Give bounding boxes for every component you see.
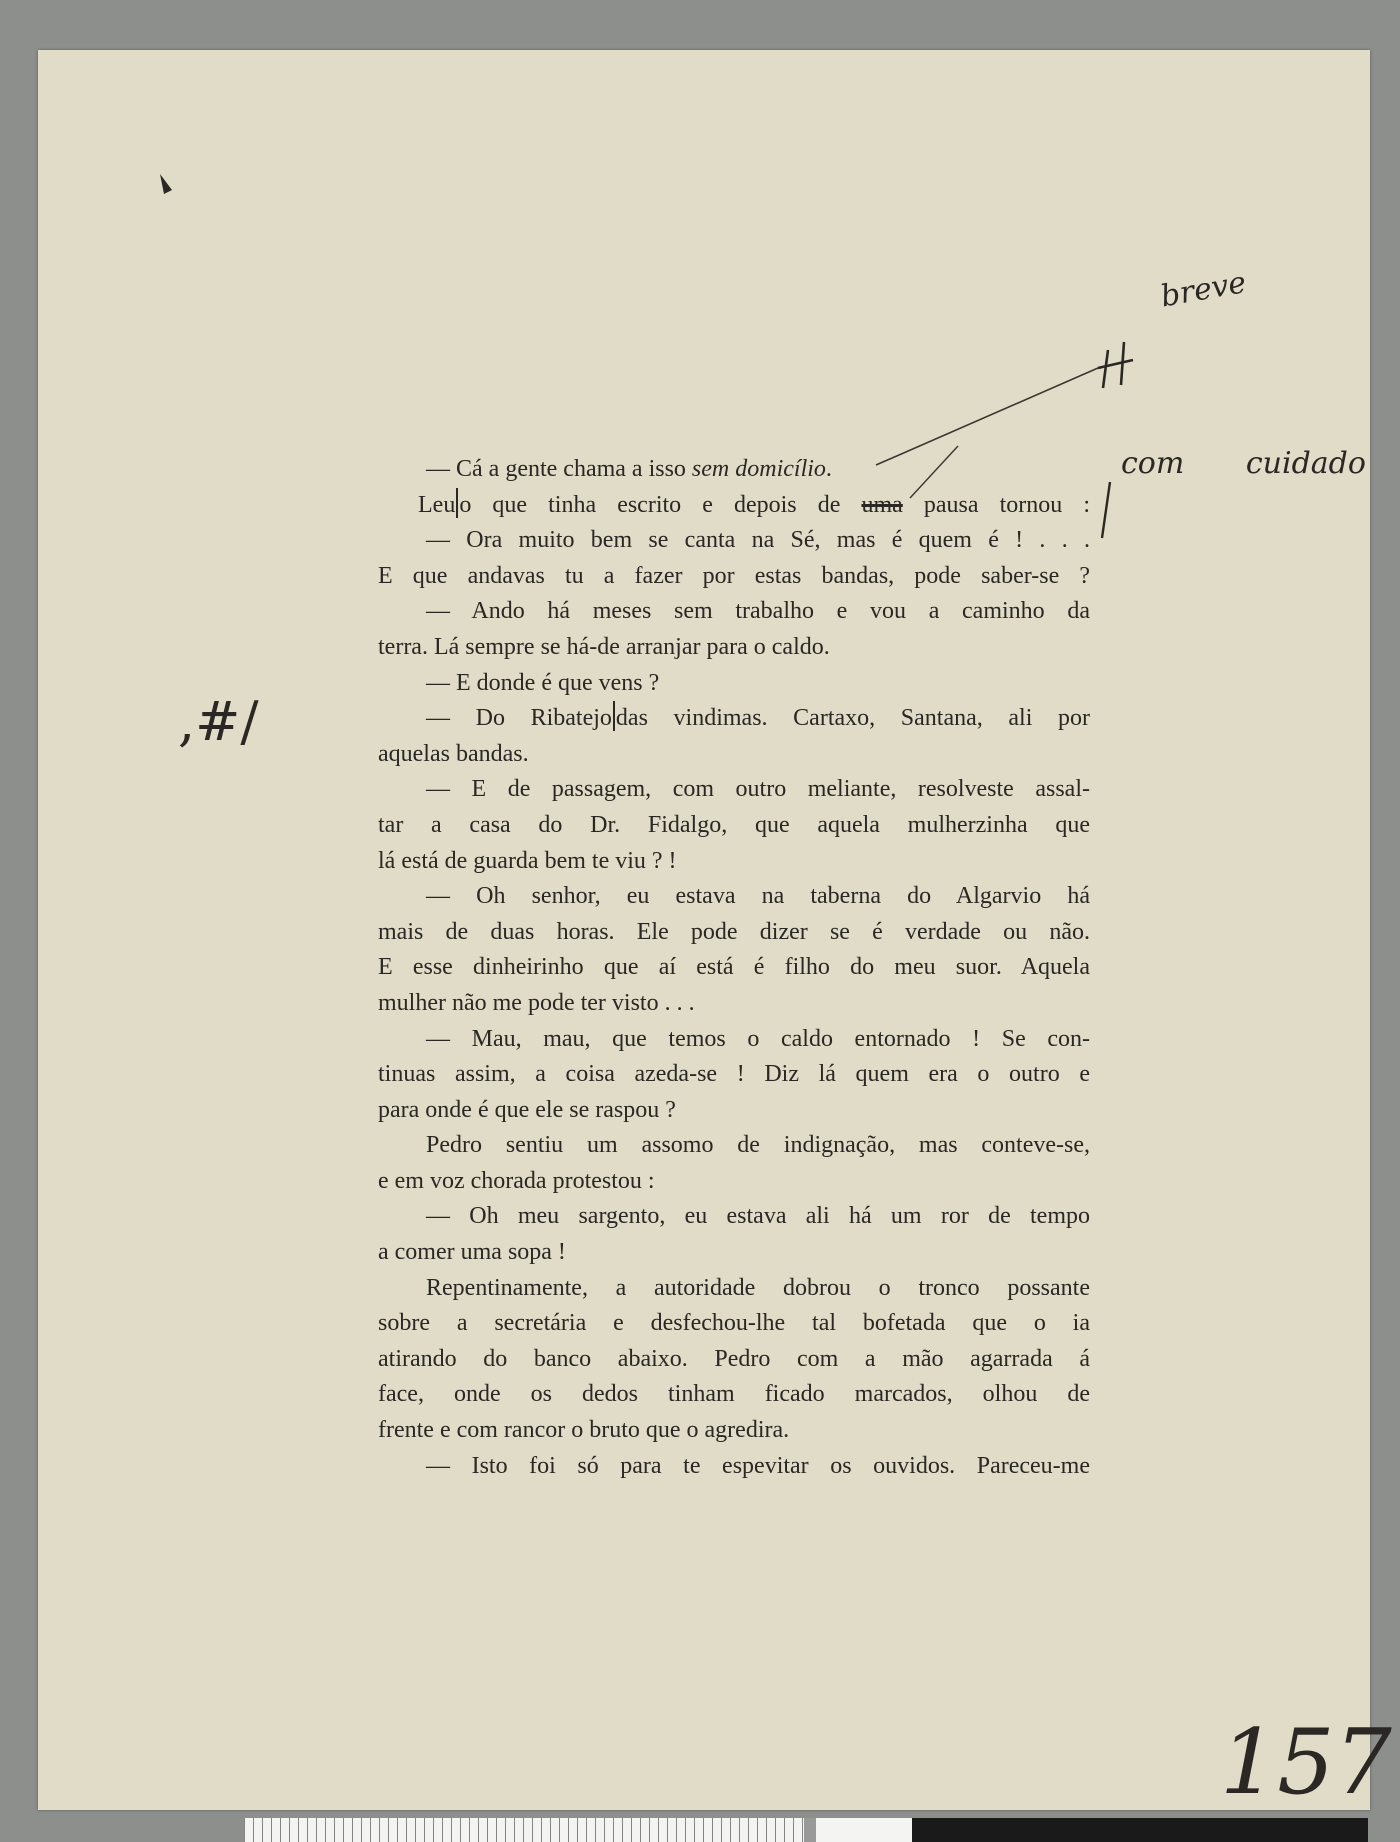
text-line-25: sobre a secretária e desfechou-lhe tal bofetada que o ia [378, 1310, 1090, 1337]
ruler-ticks [244, 1818, 804, 1842]
text-line-5: — Ando há meses sem trabalho e vou a caminho da [426, 598, 1090, 625]
text-line-23: a comer uma sopa ! [378, 1239, 566, 1266]
text-line-9: aquelas bandas. [378, 740, 529, 767]
annotation-breve: breve [1158, 265, 1249, 315]
ruler-black-patch [912, 1818, 1368, 1842]
struck-word: uma [861, 491, 903, 518]
annotation-margin-mark: ,#/ [178, 690, 259, 753]
text-line-4: E que andavas tu a fazer por estas bandas, pode saber-se ? [378, 562, 1090, 589]
color-calibration-ruler [244, 1818, 1368, 1842]
text-line-28: frente e com rancor o bruto que o agredira. [378, 1417, 790, 1444]
text-line-6: terra. Lá sempre se há-de arranjar para o caldo. [378, 633, 830, 660]
cursor-mark-icon [160, 174, 172, 194]
text-line-8: — Do Ribatejo das vindimas. Cartaxo, Santana, ali por [378, 701, 1090, 737]
text-line-18: tinuas assim, a coisa azeda-se ! Diz lá quem era o outro e [378, 1061, 1090, 1088]
text-line-14: mais de duas horas. Ele pode dizer se é verdade ou não. [378, 918, 1090, 945]
text-line-21: e em voz chorada protestou : [378, 1167, 655, 1194]
hash-mark-icon [1098, 342, 1133, 388]
text-line-15: E esse dinheirinho que aí está é filho do meu suor. Aquela [378, 954, 1090, 981]
text-line-3: — Ora muito bem se canta na Sé, mas é quem é ! . . . [426, 527, 1090, 554]
insertion-mark [613, 701, 615, 731]
text-line-29: — Isto foi só para te espevitar os ouvidos. Pareceu-me [426, 1452, 1090, 1479]
editing-connector-line [876, 368, 1098, 465]
text-line-7: — E donde é que vens ? [426, 669, 660, 696]
page-number: 157 [1220, 1710, 1392, 1815]
typescript-body [378, 452, 1090, 1484]
annotation-com-cuidado: com cuidado [1121, 446, 1366, 481]
text-line-12: lá está de guarda bem te viu ? ! [378, 847, 677, 874]
text-line-13: — Oh senhor, eu estava na taberna do Algarvio há [426, 883, 1090, 910]
text-line-20: Pedro sentiu um assomo de indignação, mas conteve-se, [426, 1132, 1090, 1159]
text-line-16: mulher não me pode ter visto . . . [378, 989, 695, 1016]
text-line-10: — E de passagem, com outro meliante, resolveste assal- [426, 776, 1090, 803]
text-line-26: atirando do banco abaixo. Pedro com a mão agarrada á [378, 1345, 1090, 1372]
insertion-mark [456, 488, 458, 518]
text-line-27: face, onde os dedos tinham ficado marcados, olhou de [378, 1381, 1090, 1408]
text-line-22: — Oh meu sargento, eu estava ali há um ror de tempo [426, 1203, 1090, 1230]
text-line-11: tar a casa do Dr. Fidalgo, que aquela mulherzinha que [378, 811, 1090, 838]
text-line-19: para onde é que ele se raspou ? [378, 1096, 676, 1123]
text-line-1: — Cá a gente chama a isso sem domicílio. [426, 456, 832, 482]
ruler-grey-patch [804, 1818, 816, 1842]
text-line-17: — Mau, mau, que temos o caldo entornado ! Se con- [426, 1025, 1090, 1052]
text-line-24: Repentinamente, a autoridade dobrou o tronco possante [426, 1274, 1090, 1301]
text-line-2: Leu o que tinha escrito e depois de uma pausa tornou : [378, 488, 1090, 524]
manuscript-page [38, 50, 1392, 1815]
margin-slash-icon [1102, 482, 1110, 538]
